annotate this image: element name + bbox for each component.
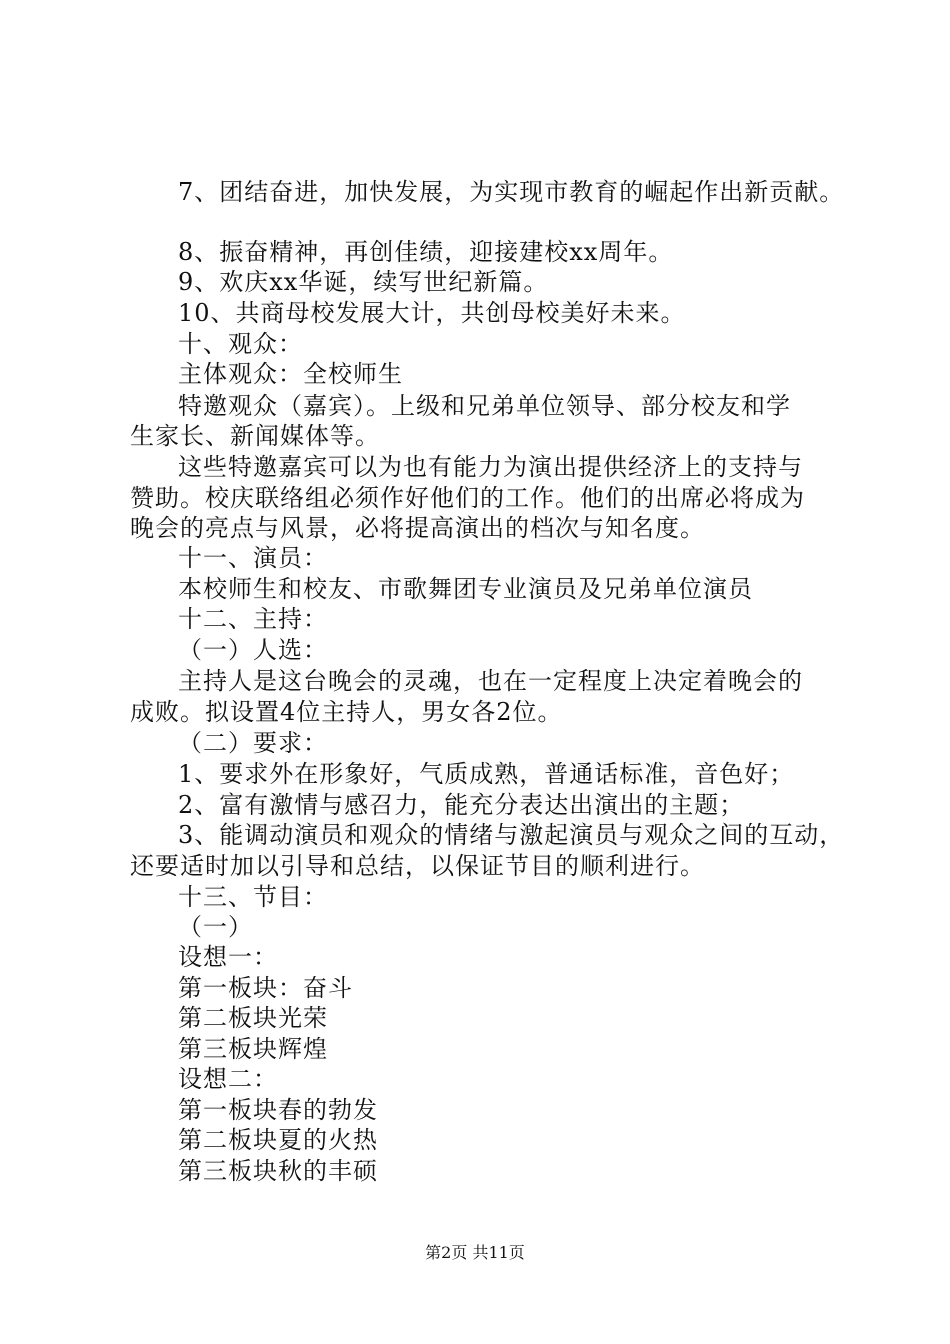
section-heading: 十一、演员： [178,544,328,572]
text-line: 还要适时加以引导和总结，以保证节目的顺利进行。 [130,852,705,880]
text-line: 10、共商母校发展大计，共创母校美好未来。 [178,299,686,327]
text-line: 8、振奋精神，再创佳绩，迎接建校xx周年。 [178,238,674,266]
text-line: 第三板块辉煌 [178,1035,328,1063]
text-line: 本校师生和校友、市歌舞团专业演员及兄弟单位演员 [178,575,753,603]
text-line: 这些特邀嘉宾可以为也有能力为演出提供经济上的支持与 [178,453,803,481]
section-heading: 十、观众： [178,330,303,358]
text-line: 特邀观众（嘉宾）。上级和兄弟单位领导、部分校友和学 [178,392,791,420]
subsection-heading: （二）要求： [178,729,328,757]
subsection-heading: （一） [178,913,253,941]
text-line: 主体观众：全校师生 [178,360,403,388]
text-line: 生家长、新闻媒体等。 [130,422,380,450]
text-line: 第一板块春的勃发 [178,1096,378,1124]
text-line: 2、富有激情与感召力，能充分表达出演出的主题； [178,791,745,819]
text-line: 第二板块光荣 [178,1004,328,1032]
text-line: 第一板块：奋斗 [178,974,353,1002]
text-line: 赞助。校庆联络组必须作好他们的工作。他们的出席必将成为 [130,484,805,512]
text-line: 9、欢庆xx华诞，续写世纪新篇。 [178,268,549,296]
subsection-heading: （一）人选： [178,636,328,664]
text-line: 晚会的亮点与风景，必将提高演出的档次与知名度。 [130,514,705,542]
text-line: 主持人是这台晚会的灵魂，也在一定程度上决定着晚会的 [178,667,803,695]
section-heading: 十三、节目： [178,883,328,911]
text-line: 3、能调动演员和观众的情绪与激起演员与观众之间的互动， [178,821,845,849]
text-line: 7、团结奋进，加快发展，为实现市教育的崛起作出新贡献。 [178,178,845,206]
text-line: 第三板块秋的丰硕 [178,1157,378,1185]
section-heading: 十二、主持： [178,605,328,633]
page-footer: 第2页 共11页 [425,1243,525,1262]
text-line: 成败。拟设置4位主持人，男女各2位。 [130,698,563,726]
text-line: 设想一： [178,943,278,971]
text-line: 设想二： [178,1065,278,1093]
text-line: 第二板块夏的火热 [178,1126,378,1154]
text-line: 1、要求外在形象好，气质成熟，普通话标准，音色好； [178,760,795,788]
